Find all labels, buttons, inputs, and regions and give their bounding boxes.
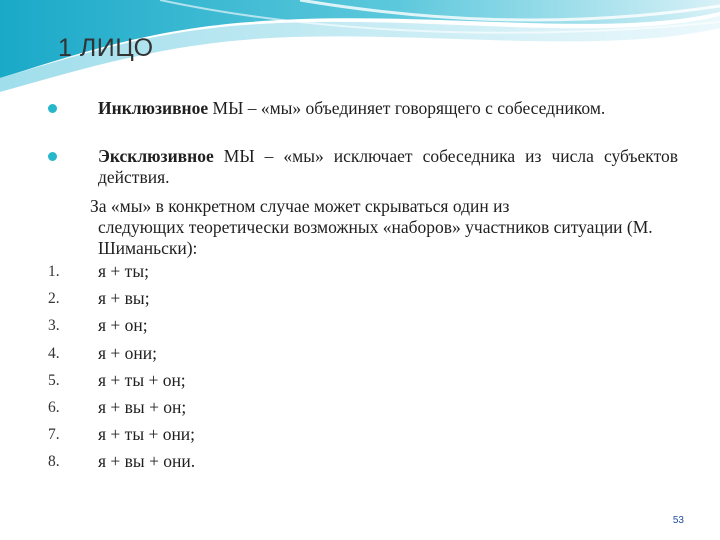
list-text: я + ты + он;	[98, 369, 186, 390]
list-text: я + вы + он;	[98, 396, 187, 417]
term-exclusive: Эксклюзивное	[98, 146, 214, 166]
list-text: я + ты + они;	[98, 424, 196, 445]
list-number: 5.	[48, 371, 60, 389]
bullet-text	[98, 98, 678, 119]
bullet-icon	[48, 152, 57, 161]
list-number: 8.	[48, 453, 60, 471]
bullet-icon	[48, 104, 57, 113]
list-text: я + ты;	[98, 261, 149, 281]
list-number: 4.	[48, 344, 60, 362]
list-text: я + они;	[98, 342, 158, 363]
paragraph-first-line: За «мы» в конкретном случае может скрываться один из	[90, 196, 510, 216]
list-number: 1.	[48, 263, 60, 280]
page-number: 53	[672, 515, 684, 526]
list-text: я + вы + они.	[98, 451, 196, 472]
bullet-exclusive	[48, 146, 678, 188]
bullet-inclusive	[48, 98, 678, 119]
list-number: 3.	[48, 317, 60, 335]
term-inclusive: Инклюзивное	[98, 98, 209, 118]
definition-inclusive: МЫ – «мы» объединяет говорящего с собеседником.	[208, 98, 606, 118]
paragraph-continuation: следующих теоретически возможных «наборов» участников ситуации (М. Шиманьски):	[98, 217, 653, 258]
list-number: 7.	[48, 426, 60, 444]
definition-exclusive: МЫ – «мы» исключает собеседника из числа субъектов действия.	[98, 146, 678, 187]
list-text: я + вы;	[98, 288, 150, 309]
list-text: я + он;	[98, 315, 148, 336]
list-number: 2.	[48, 290, 60, 308]
bullet-text	[98, 146, 678, 188]
slide-title: 1 ЛИЦО	[58, 34, 154, 62]
list-number: 6.	[48, 398, 60, 416]
intro-paragraph	[90, 196, 670, 259]
